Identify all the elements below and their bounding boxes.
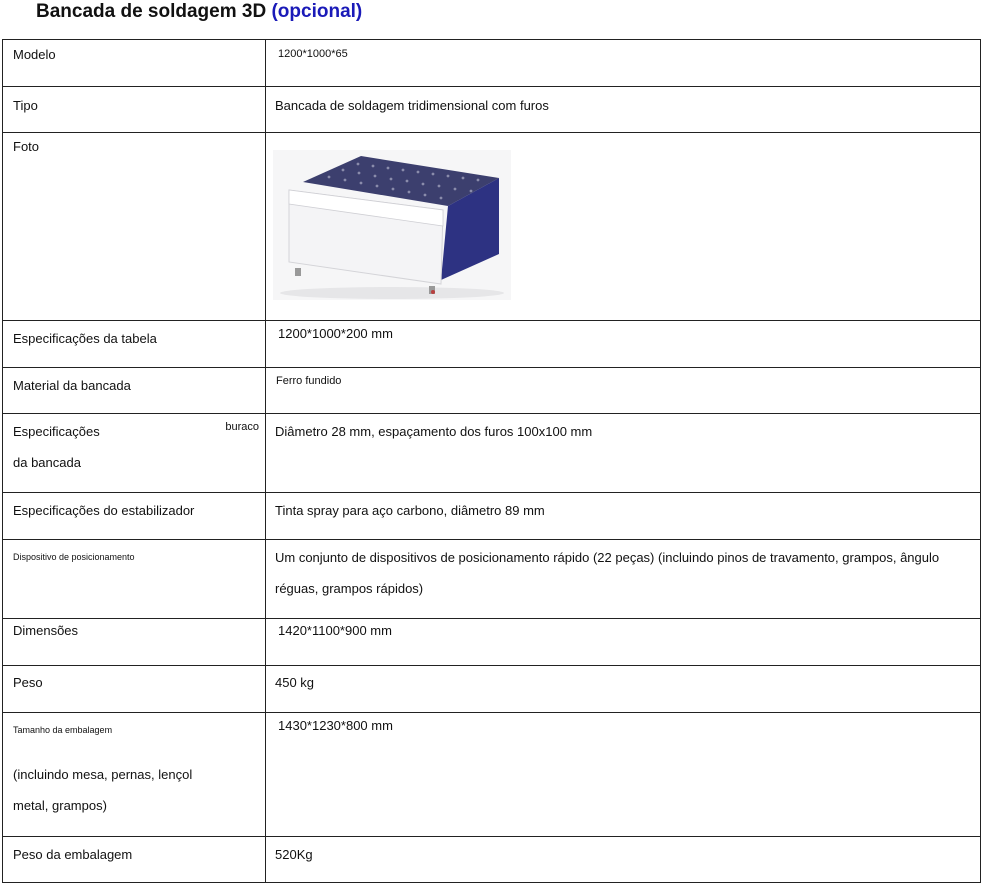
row-value-cell: [265, 40, 981, 86]
row-value: 520Kg: [275, 847, 313, 862]
row-value: Um conjunto de dispositivos de posicionamento rápido (22 peças) (incluindo pinos de travamento, grampos, ângulo: [275, 550, 940, 565]
row-label-cell: [2, 414, 266, 492]
table-row: [2, 86, 981, 132]
row-value: 1430*1230*800 mm: [278, 718, 393, 733]
row-label: Dispositivo de posicionamento: [13, 552, 135, 562]
row-label-right: buraco: [225, 421, 259, 433]
row-label-cell: [2, 540, 266, 618]
table-row: [2, 367, 981, 413]
row-label: Especificações do estabilizador: [13, 503, 195, 518]
row-value-cell: [265, 133, 981, 320]
row-label: Peso da embalagem: [13, 847, 133, 862]
spec-table: [2, 39, 981, 883]
row-value: Bancada de soldagem tridimensional com furos: [275, 98, 549, 113]
row-label-cell: [2, 837, 266, 882]
row-label-line2: da bancada: [13, 455, 81, 470]
row-value: Diâmetro 28 mm, espaçamento dos furos 100x100 mm: [275, 424, 593, 439]
table-row: [2, 132, 981, 320]
row-value-cell: [265, 87, 981, 132]
welding-table-photo: [273, 150, 511, 300]
row-value: Ferro fundido: [276, 375, 342, 387]
row-value: 450 kg: [275, 675, 315, 690]
table-row: [2, 539, 981, 618]
row-label-line3: metal, grampos): [13, 798, 107, 813]
row-label: Modelo: [13, 47, 56, 62]
table-row: [2, 618, 981, 665]
row-value-cell: [265, 666, 981, 712]
title-optional: (opcional): [271, 1, 363, 22]
row-label: Peso: [13, 675, 43, 690]
row-label: Material da bancada: [13, 378, 131, 393]
row-label: Tamanho da embalagem: [13, 725, 113, 735]
row-label: Foto: [13, 139, 40, 154]
row-value-cell: [265, 540, 981, 618]
table-row: [2, 39, 981, 86]
row-value-cell: [265, 619, 981, 665]
row-value-cell: [265, 414, 981, 492]
table-row: [2, 712, 981, 836]
row-value-cell: [265, 368, 981, 413]
row-label-cell: [2, 87, 266, 132]
table-row: [2, 413, 981, 492]
row-label-cell: [2, 321, 266, 367]
row-label-cell: [2, 666, 266, 712]
row-value-cell: [265, 837, 981, 882]
row-label: Especificações: [13, 424, 100, 439]
row-label-cell: [2, 133, 266, 320]
row-value-cell: [265, 493, 981, 539]
row-value: 1420*1100*900 mm: [278, 623, 392, 638]
row-value-cell: [265, 321, 981, 367]
row-label-cell: [2, 619, 266, 665]
row-value-line2: réguas, grampos rápidos): [275, 581, 424, 596]
row-label: Tipo: [13, 98, 38, 113]
table-row: [2, 836, 981, 883]
row-label: Dimensões: [13, 623, 79, 638]
page-title: [36, 1, 362, 23]
row-label-cell: [2, 368, 266, 413]
table-row: [2, 665, 981, 712]
row-label-cell: [2, 40, 266, 86]
row-label-line2: (incluindo mesa, pernas, lençol: [13, 767, 193, 782]
table-row: [2, 320, 981, 367]
row-value-cell: [265, 713, 981, 836]
row-value: Tinta spray para aço carbono, diâmetro 89 mm: [275, 503, 545, 518]
row-label-cell: [2, 493, 266, 539]
table-row: [2, 492, 981, 539]
row-value: 1200*1000*200 mm: [278, 326, 393, 341]
row-label: Especificações da tabela: [13, 331, 157, 346]
title-main: Bancada de soldagem 3D: [36, 1, 267, 22]
row-label-cell: [2, 713, 266, 836]
row-value: 1200*1000*65: [278, 48, 348, 60]
